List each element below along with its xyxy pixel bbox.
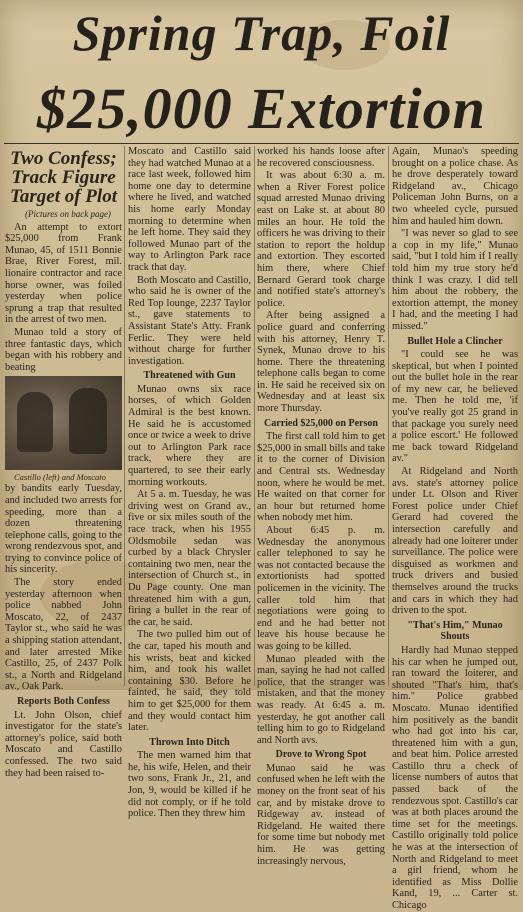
photo-caption: Castillo (left) and Moscato [14,472,106,483]
paragraph: At 5 a. m. Tuesday, he was driving west on Grand av., five or six miles south of the race track, when his 1955 Oldsmobile sedan was curbed by a black Chrysler containing two men, near the intersection of Church st., in Du Page county. One man threatened him with a gun, firing a bullet in the rear of the car, he said. [128,489,251,628]
article-column-1 [5,146,122,779]
paragraph: The story ended yesterday afternoon when police nabbed John Moscato, 22, of 2437 Taylor st., who said he was a shipping station attendant, and later arrested Mike Castillo, 25, of 2437 Polk st., a North and Ridgeland av., Oak Park. [5,577,122,693]
paragraph: by bandits early Tuesday, and included two arrests for speeding, more than a dozen threatening telephone calls, going to the wrong rendezvous spot, and trying to convince police of his sincerity. [5,483,122,576]
paragraph: Both Moscato and Castillo, who said he is owner of the Red Top lounge, 2237 Taylor st., gave statements to Assistant State's Atty. Frank Ferlic. They were held without charge for further investigation. [128,274,251,367]
column-divider [124,146,125,686]
article-deck: Two Confess; Track Figure Target of Plot [10,148,117,207]
paragraph: After being assigned a police guard and conferring with his attorney, Henry T. Synek, Munao drove to his home. There the threatening telephone calls began to come in. He said he received six on Wednesday and at least six more Thursday. [257,310,385,415]
column-divider [388,146,389,686]
subhead: Drove to Wrong Spot [275,749,367,761]
paragraph: The first call told him to get $25,000 in small bills and take it to the corner of Division and Central sts. Wednesday noon, where he would be met. He waited on that corner for an hour but returned home when nobody met him. [257,431,385,524]
paragraph: At Ridgeland and North avs. state's attorney police under Lt. Olson and River Forest police under Chief Gerard had covered the intersection carefully and already had one loiterer under surveillance. The police were disguised as workmen and truck drivers and busied themselves around the trucks and cars in which they had driven to the spot. [392,466,518,617]
paragraph: The men warned him that he, his wife, Helen, and their two sons, Frank Jr., 21, and Jon, 9, would be killed if he did not comply, or if he told police. Then they threw him [128,750,251,820]
paragraph: Munao told a story of three fantastic days, which began with his robbery and beating [5,326,122,373]
paragraph: Moscato and Castillo said they had watched Munao at a race last week, followed him home one day to determine where he lived, and watched his home early Monday morning to determine when he left home. They said they followed Munao part of the way to Arlington Park race track that day. [128,146,251,273]
paragraph: "I was never so glad to see a cop in my life," Munao said, "but I told him if I really told him my true story he'd think I was crazy. I did tell him about the robbery, the extortion attempt, the money I had, and the meeting I had missed." [392,228,518,332]
paragraph: Munao pleaded with the man, saying he had not called police, that the stranger was mistaken, and that the money was ready. At 6:45 a. m. yesterday, he got another call telling him to go to Ridgeland and North avs. [257,653,385,746]
column-divider [254,146,255,686]
subhead: Thrown Into Ditch [149,736,230,748]
suspect-figure-right [69,388,107,454]
paragraph: The two pulled him out of the car, taped his mouth and his wrists, beat and kicked him, and took his wallet containing $30. Before he fainted, he said, they told him to get $25,000 for them and they would contact him later. [128,629,251,734]
headline-line-2: $25,000 Extortion [37,76,486,141]
subhead: Bullet Hole a Clincher [407,335,503,347]
suspect-figure-left [17,392,53,452]
picture-note: (Pictures on back page) [25,209,111,219]
headline-line-1: Spring Trap, Foil [72,5,451,61]
paragraph: An attempt to extort $25,000 from Frank Munao, 45, of 1511 Bonnie Brae, River Forest, mil. lionaire contractor and race horse owner, was foiled yesterday when police sprung a trap that resulted in the arrest of two men. [5,221,122,326]
paragraph: worked his hands loose after he recovered consciousness. [257,146,385,169]
paragraph: Hardly had Munao stepped his car when he jumped out, ran toward the loiterer, and shouted "That's him, that's him." Police grabbed Moscato. Munao identified him positively as the bandit who had got into his car, threatened him with a gun, and beat him. Police arrested Castillo thru a check of license numbers of autos that passed back of the rendezvous spot. Castillo's car was at both places around the time set for the meetings. Castillo originally told police he was at the intersection of North and Ridgeland to meet a girl friend, whom he identified as Miss Dollie Kand, 19, ... Carter st. Chicago [392,644,518,911]
article-column-4 [392,146,518,911]
paragraph: Munao said he was confused when he left with the money on the front seat of his car, and by mistake drove to Ridgeway av. instead of Ridgeland. He waited there for some time but nobody met him. He was getting increasingly nervous, [257,762,385,867]
subhead: "That's Him," Munao Shouts [407,619,503,643]
paragraph: It was about 6:30 a. m. when a River Forest police squad arrested Munao driving east on Lake st. at about 80 miles an hour. He told the officers he was driving to their station to report the holdup and extortion. They escorted him there, where Chief Bernard Gerard took charge and notified state's attorney's police. [257,170,385,309]
headline-rule [4,143,519,144]
paragraph: Again, Munao's speeding brought on a police chase. As he drove desperately toward Ridgeland av., Chicago Policeman John Burns, on a two wheeled cycle, pursued him and hauled him down. [392,146,518,227]
subhead: Threatened with Gun [143,370,236,382]
paragraph: About 6:45 p. m. Wednesday the anonymous caller telephoned to say he was not contacted because the extortionists had spotted policemen in the vicinity. The caller told him that negotiations were going to end and he had better not leave his house because he was going to be killed. [257,525,385,652]
subhead: Carried $25,000 on Person [264,417,378,429]
paragraph: "I could see he was skeptical, but when I pointed out the bullet hole in the rear of my new car, he believed me. Then he told me, 'if you've really got 25 grand in that package you surely need a police escort.' He followed me back toward Ridgeland av." [392,349,518,465]
article-column-3 [257,146,385,867]
article-column-2 [128,146,251,820]
paragraph: Munao owns six race horses, of which Golden Admiral is the best known. He said he is accustomed once or twice a week to drive out to Arlington Park race track, where they are quartered, to see their early morning workouts. [128,383,251,488]
subhead: Reports Both Confess [17,696,110,707]
suspects-photo [5,376,122,470]
paragraph: Lt. John Olson, chief investigator for the state's attorney's police, said both Moscato and Castillo confessed. The two said they had been raised to- [5,709,122,779]
